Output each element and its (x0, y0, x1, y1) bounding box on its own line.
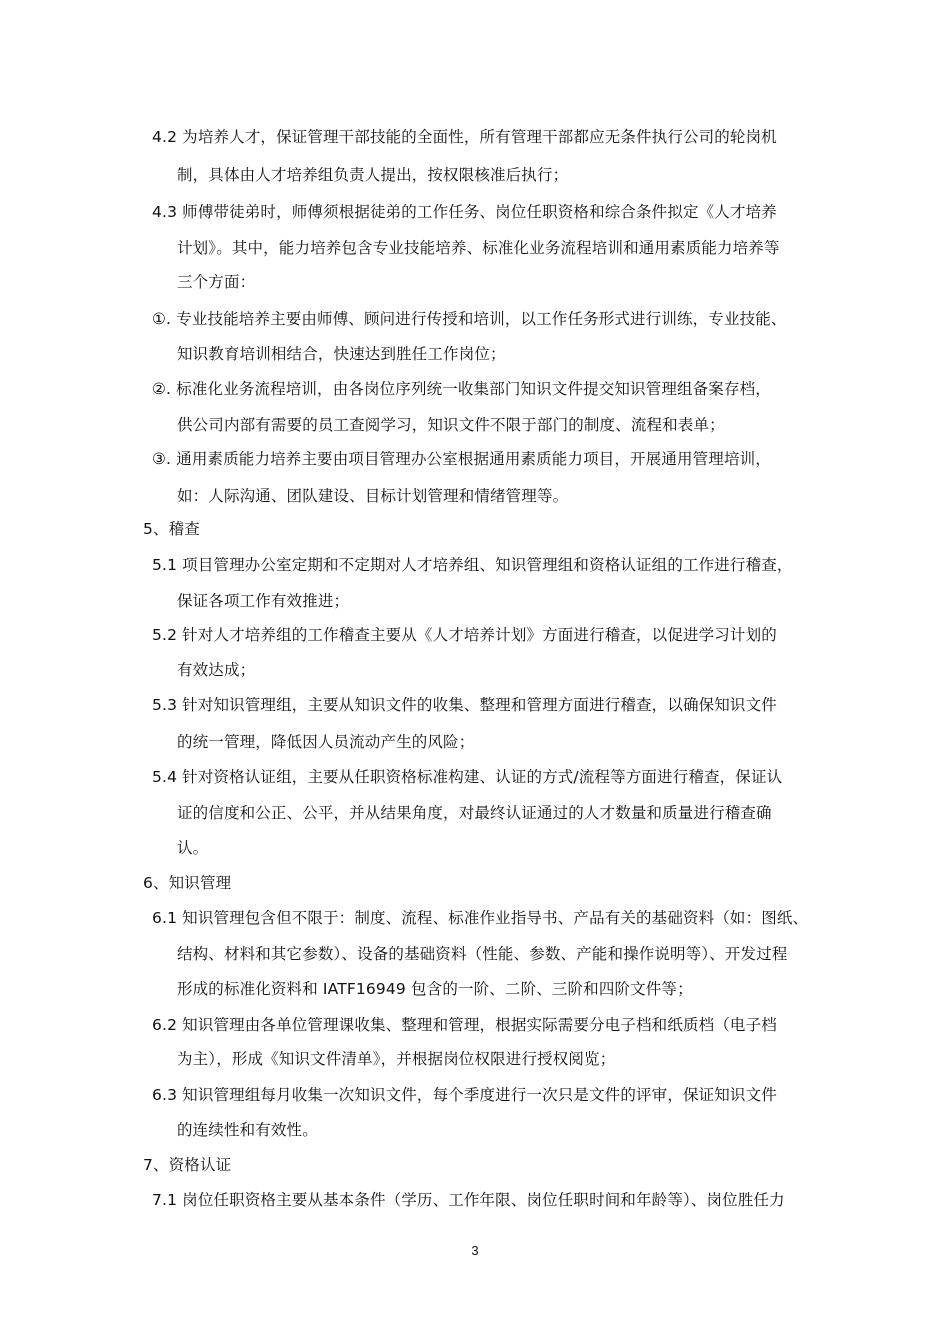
section-7-heading: 7、资格认证 (143, 1156, 232, 1174)
section-4-3-line-3: 三个方面： (177, 273, 256, 291)
section-4-3-line-1: 4.3 师傅带徒弟时，师傅须根据徒弟的工作任务、岗位任职资格和综合条件拟定《人才培养 (152, 203, 777, 221)
page-number: 3 (471, 1243, 479, 1258)
section-6-1-line-2: 结构、材料和其它参数）、设备的基础资料（性能、参数、产能和操作说明等）、开发过程 (177, 945, 788, 963)
section-4-2-line-1: 4.2 为培养人才，保证管理干部技能的全面性，所有管理干部都应无条件执行公司的轮岗机 (152, 128, 777, 146)
section-7-1-line-1: 7.1 岗位任职资格主要从基本条件（学历、工作年限、岗位任职时间和年龄等）、岗位胜任力 (152, 1191, 785, 1209)
section-5-4-line-1: 5.4 针对资格认证组，主要从任职资格标准构建、认证的方式/流程等方面进行稽查，保证认 (152, 768, 783, 786)
section-5-3-line-1: 5.3 针对知识管理组，主要从知识文件的收集、整理和管理方面进行稽查，以确保知识文件 (152, 696, 777, 714)
item-2-line-1: ②. 标准化业务流程培训，由各岗位序列统一收集部门知识文件提交知识管理组备案存档， (152, 380, 771, 398)
section-5-4-line-3: 认。 (177, 839, 209, 857)
item-2-line-2: 供公司内部有需要的员工查阅学习，知识文件不限于部门的制度、流程和表单； (177, 416, 725, 434)
item-3-line-1: ③. 通用素质能力培养主要由项目管理办公室根据通用素质能力项目，开展通用管理培训， (152, 450, 771, 468)
section-6-1-line-1: 6.1 知识管理包含但不限于：制度、流程、标准作业指导书、产品有关的基础资料（如：图纸、 (152, 909, 809, 927)
section-6-heading: 6、知识管理 (143, 874, 232, 892)
section-6-3-line-1: 6.3 知识管理组每月收集一次知识文件，每个季度进行一次只是文件的评审，保证知识文件 (152, 1086, 777, 1104)
item-3-line-2: 如：人际沟通、团队建设、目标计划管理和情绪管理等。 (177, 487, 569, 505)
section-6-2-line-1: 6.2 知识管理由各单位管理课收集、整理和管理，根据实际需要分电子档和纸质档（电子档 (152, 1016, 777, 1034)
section-4-2-line-2: 制，具体由人才培养组负责人提出，按权限核准后执行； (177, 166, 569, 184)
item-1-line-1: ①. 专业技能培养主要由师傅、顾问进行传授和培训，以工作任务形式进行训练，专业技能、 (152, 310, 787, 328)
section-5-1-line-2: 保证各项工作有效推进； (177, 592, 350, 610)
section-5-1-line-1: 5.1 项目管理办公室定期和不定期对人才培养组、知识管理组和资格认证组的工作进行稽查， (152, 556, 793, 574)
section-5-heading: 5、稽查 (143, 520, 200, 538)
section-5-2-line-1: 5.2 针对人才培养组的工作稽查主要从《人才培养计划》方面进行稽查，以促进学习计划的 (152, 626, 777, 644)
section-5-4-line-2: 证的信度和公正、公平，并从结果角度，对最终认证通过的人才数量和质量进行稽查确 (177, 804, 772, 822)
section-4-3-line-2: 计划》。其中，能力培养包含专业技能培养、标准化业务流程培训和通用素质能力培养等 (177, 239, 780, 257)
item-1-line-2: 知识教育培训相结合，快速达到胜任工作岗位； (177, 345, 506, 363)
section-6-2-line-2: 为主），形成《知识文件清单》，并根据岗位权限进行授权阅览； (177, 1050, 616, 1068)
section-5-3-line-2: 的统一管理，降低因人员流动产生的风险； (177, 733, 475, 751)
section-6-3-line-2: 的连续性和有效性。 (177, 1121, 318, 1139)
section-6-1-line-3: 形成的标准化资料和 IATF16949 包含的一阶、二阶、三阶和四阶文件等； (177, 980, 693, 998)
section-5-2-line-2: 有效达成； (177, 661, 256, 679)
